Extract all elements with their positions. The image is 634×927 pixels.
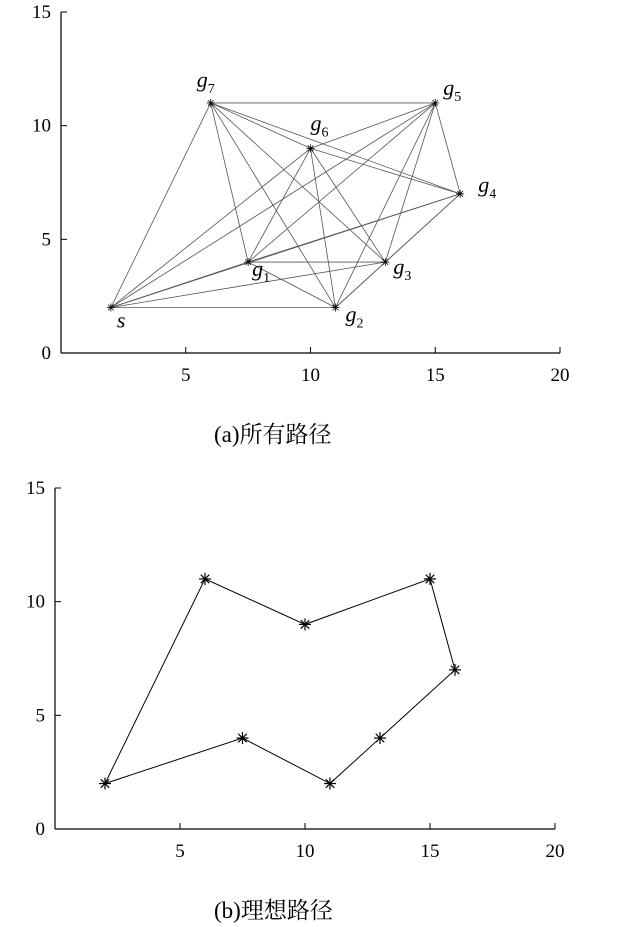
panel-a-y-tick-label: 5 bbox=[41, 229, 51, 251]
panel-a-node-label-g3: $g_3$ bbox=[393, 254, 412, 285]
panel-a-node-s bbox=[107, 304, 115, 312]
panel-a-edge-s-g7 bbox=[111, 103, 211, 308]
panel-a-edge-g3-g7 bbox=[211, 103, 386, 262]
panel-b-point-4 bbox=[449, 664, 461, 676]
panel-b-ideal-path bbox=[26, 478, 565, 862]
panel-a-edge-g6-g7 bbox=[211, 103, 311, 148]
panel-b-x-tick-label: 10 bbox=[295, 841, 315, 862]
panel-a-y-tick-label: 0 bbox=[41, 343, 51, 364]
panel-a-caption: (a)所有路径 bbox=[214, 422, 332, 447]
panel-a-edge-s-g6 bbox=[111, 148, 311, 307]
panel-a-all-paths bbox=[32, 2, 570, 386]
panel-b-y-tick-label: 5 bbox=[35, 705, 45, 727]
panel-a-node-label-g2: $g_2$ bbox=[345, 301, 364, 332]
panel-a-node-label-g4: $g_4$ bbox=[478, 171, 497, 202]
panel-b-y-tick-label: 15 bbox=[26, 478, 45, 499]
panel-b-caption: (b)理想路径 bbox=[214, 898, 333, 923]
panel-b-point-0 bbox=[99, 778, 111, 790]
panel-a-node-g2 bbox=[331, 304, 339, 312]
panel-b-point-3 bbox=[424, 573, 436, 585]
panel-b-point-1 bbox=[199, 573, 211, 585]
panel-a-edge-s-g3 bbox=[111, 262, 385, 307]
panel-a-edge-g4-g7 bbox=[211, 103, 461, 194]
panel-a-edge-g3-g6 bbox=[311, 148, 386, 262]
panel-a-edge-g3-g4 bbox=[385, 194, 460, 262]
panel-b-x-tick-label: 5 bbox=[175, 841, 185, 862]
panel-b-y-tick-label: 10 bbox=[26, 591, 45, 613]
panel-a-y-tick-label: 10 bbox=[32, 115, 51, 137]
panel-b-point-5 bbox=[374, 732, 386, 744]
panel-b-y-tick-label: 0 bbox=[35, 819, 45, 840]
panel-a-x-tick-label: 15 bbox=[425, 365, 445, 386]
panel-a-node-g1 bbox=[244, 258, 252, 266]
panel-a-edge-g1-g7 bbox=[211, 103, 248, 262]
panel-b-path-line bbox=[105, 579, 455, 784]
panel-a-x-tick-label: 20 bbox=[550, 365, 570, 386]
panel-a-node-g6 bbox=[307, 144, 315, 152]
panel-a-node-label-s: s bbox=[116, 307, 126, 333]
panel-b-point-7 bbox=[237, 732, 249, 744]
panel-a-edge-g3-g5 bbox=[385, 103, 435, 262]
panel-a-node-label-g7: $g_7$ bbox=[196, 66, 215, 97]
panel-a-node-g5 bbox=[431, 99, 439, 107]
panel-a-x-tick-label: 5 bbox=[181, 365, 191, 386]
panel-a-x-tick-label: 10 bbox=[301, 365, 320, 386]
panel-b-x-tick-label: 15 bbox=[420, 841, 440, 862]
panel-a-node-g3 bbox=[381, 258, 389, 266]
panel-a-edge-g4-g5 bbox=[435, 103, 460, 194]
panel-b-point-2 bbox=[299, 618, 311, 630]
panel-a-edge-g2-g6 bbox=[311, 148, 336, 307]
panel-b-point-6 bbox=[324, 778, 336, 790]
panel-a-node-g4 bbox=[456, 190, 464, 198]
panel-b-x-tick-label: 20 bbox=[545, 841, 565, 862]
panel-a-node-label-g1: $g_1$ bbox=[252, 256, 271, 287]
panel-a-edge-g4-g6 bbox=[311, 148, 461, 193]
panel-a-node-label-g5: $g_5$ bbox=[443, 74, 462, 105]
panel-a-y-tick-label: 15 bbox=[32, 2, 51, 23]
panel-a-node-g7 bbox=[207, 99, 215, 107]
panel-a-node-label-g6: $g_6$ bbox=[310, 110, 329, 141]
